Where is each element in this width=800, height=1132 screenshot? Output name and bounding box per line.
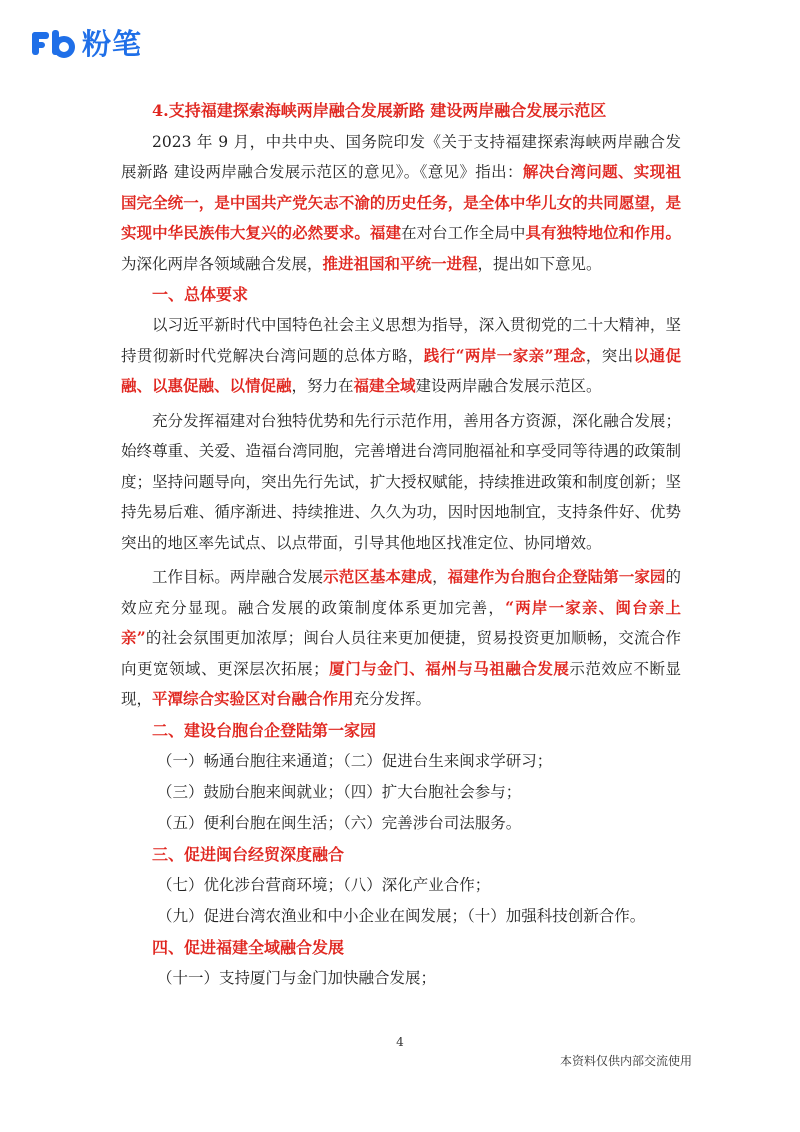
- section-2-title: 二、建设台胞台企登陆第一家园: [152, 720, 377, 740]
- highlighted-text: 福建作为台胞台企登陆第一家园: [447, 567, 666, 586]
- list-item: （一）畅通台胞往来通道；（二）促进台生来闽求学研习；: [157, 751, 553, 770]
- body-text: ，努力在: [291, 377, 354, 395]
- highlighted-text: “两岸一家亲、闽台亲上亲”: [121, 597, 681, 647]
- footer-note: 本资料仅供内部交流使用: [559, 1054, 692, 1068]
- fenbi-logo-icon: [30, 28, 76, 58]
- body-text: 建设两岸融合发展示范区。: [415, 377, 602, 395]
- brand-name: 粉笔: [82, 27, 143, 61]
- intro-paragraph: [121, 127, 681, 280]
- body-text: ，: [432, 568, 448, 586]
- body-text: 工作目标。两岸融合发展: [152, 568, 324, 586]
- list-item: （九）促进台湾农渔业和中小企业在闽发展；（十）加强科技创新合作。: [157, 906, 646, 925]
- body-text: 的效应充分显现。融合发展的政策制度体系更加完善，: [121, 568, 681, 617]
- highlighted-text: 具有独特地位和作用。: [525, 223, 681, 242]
- section-1-paragraph-3: [121, 562, 681, 715]
- section-3-title: 三、促进闽台经贸深度融合: [152, 844, 345, 864]
- highlighted-text: 以通促融、以惠促融、以情促融: [121, 345, 681, 395]
- list-item: （五）便利台胞在闽生活；（六）完善涉台司法服务。: [157, 813, 522, 832]
- highlighted-text: 示范区基本建成: [323, 567, 433, 586]
- highlighted-text: 福建全域: [353, 376, 416, 395]
- highlighted-text: 厦门与金门、福州与马祖融合发展: [328, 658, 570, 678]
- brand-logo: [30, 22, 142, 63]
- highlighted-text: 推进祖国和平统一进程: [322, 253, 478, 273]
- body-text: ，提出如下意见。: [477, 254, 602, 273]
- body-text: 以习近平新时代中国特色社会主义思想为指导，深入贯彻党的二十大精神，坚持贯彻新时代党解决台湾问题的总体方略，: [121, 316, 681, 365]
- section-1-paragraph-1: [121, 310, 681, 402]
- body-text: 2023 年 9 月，中共中央、国务院印发《关于支持福建探索海峡两岸融合发展新路 建设两岸融合发展示范区的意见》。《意见》指出：: [121, 132, 681, 181]
- body-text: 充分发挥。: [353, 690, 432, 708]
- section-4-title: 四、促进福建全域融合发展: [152, 937, 345, 957]
- list-item: （十一）支持厦门与金门加快融合发展；: [157, 968, 437, 987]
- document-body: [121, 96, 681, 994]
- list-item: （三）鼓励台胞来闽就业；（四）扩大台胞社会参与；: [157, 782, 522, 801]
- highlighted-text: 平潭综合实验区对台融合作用: [152, 689, 354, 708]
- list-item: （七）优化涉台营商环境；（八）深化产业合作；: [157, 875, 491, 894]
- highlighted-text: 解决台湾问题、实现祖国完全统一，是中国共产党矢志不渝的历史任务，是全体中华儿女的共同愿望，是实现中华民族伟大复兴的必然要求。福建: [121, 162, 681, 242]
- body-text: 示范效应不断显现，: [121, 659, 681, 708]
- highlighted-text: 践行“两岸一家亲”理念: [423, 345, 586, 365]
- section-1-paragraph-2: 充分发挥福建对台独特优势和先行示范作用，善用各方资源，深化融合发展；始终尊重、关爱、造福台湾同胞，完善增进台湾同胞福祉和享受同等待遇的政策制度；坚持问题导向，突出先行先试，扩大授权赋能，持续推进政策和制度创新；坚持先易后难、循序渐进、持续推进、久久为功，因时因地制宜，支持条件好、优势突出的地区率先试点、以点带面，引导其他地区找准定位、协同增效。: [121, 411, 681, 552]
- section-1-title: 一、总体要求: [152, 285, 249, 304]
- article-heading: 4.支持福建探索海峡两岸融合发展新路 建设两岸融合发展示范区: [152, 101, 607, 120]
- page-number: 4: [396, 1035, 404, 1049]
- body-text: 为深化两岸各领域融合发展，: [121, 254, 323, 273]
- body-text: ，突出: [585, 346, 634, 365]
- body-text: 在对台工作全局中: [401, 224, 526, 242]
- body-text: 的社会氛围更加浓厚；闽台人员往来更加便捷，贸易投资更加顺畅，交流合作向更宽领域、更深层次拓展；: [121, 629, 681, 678]
